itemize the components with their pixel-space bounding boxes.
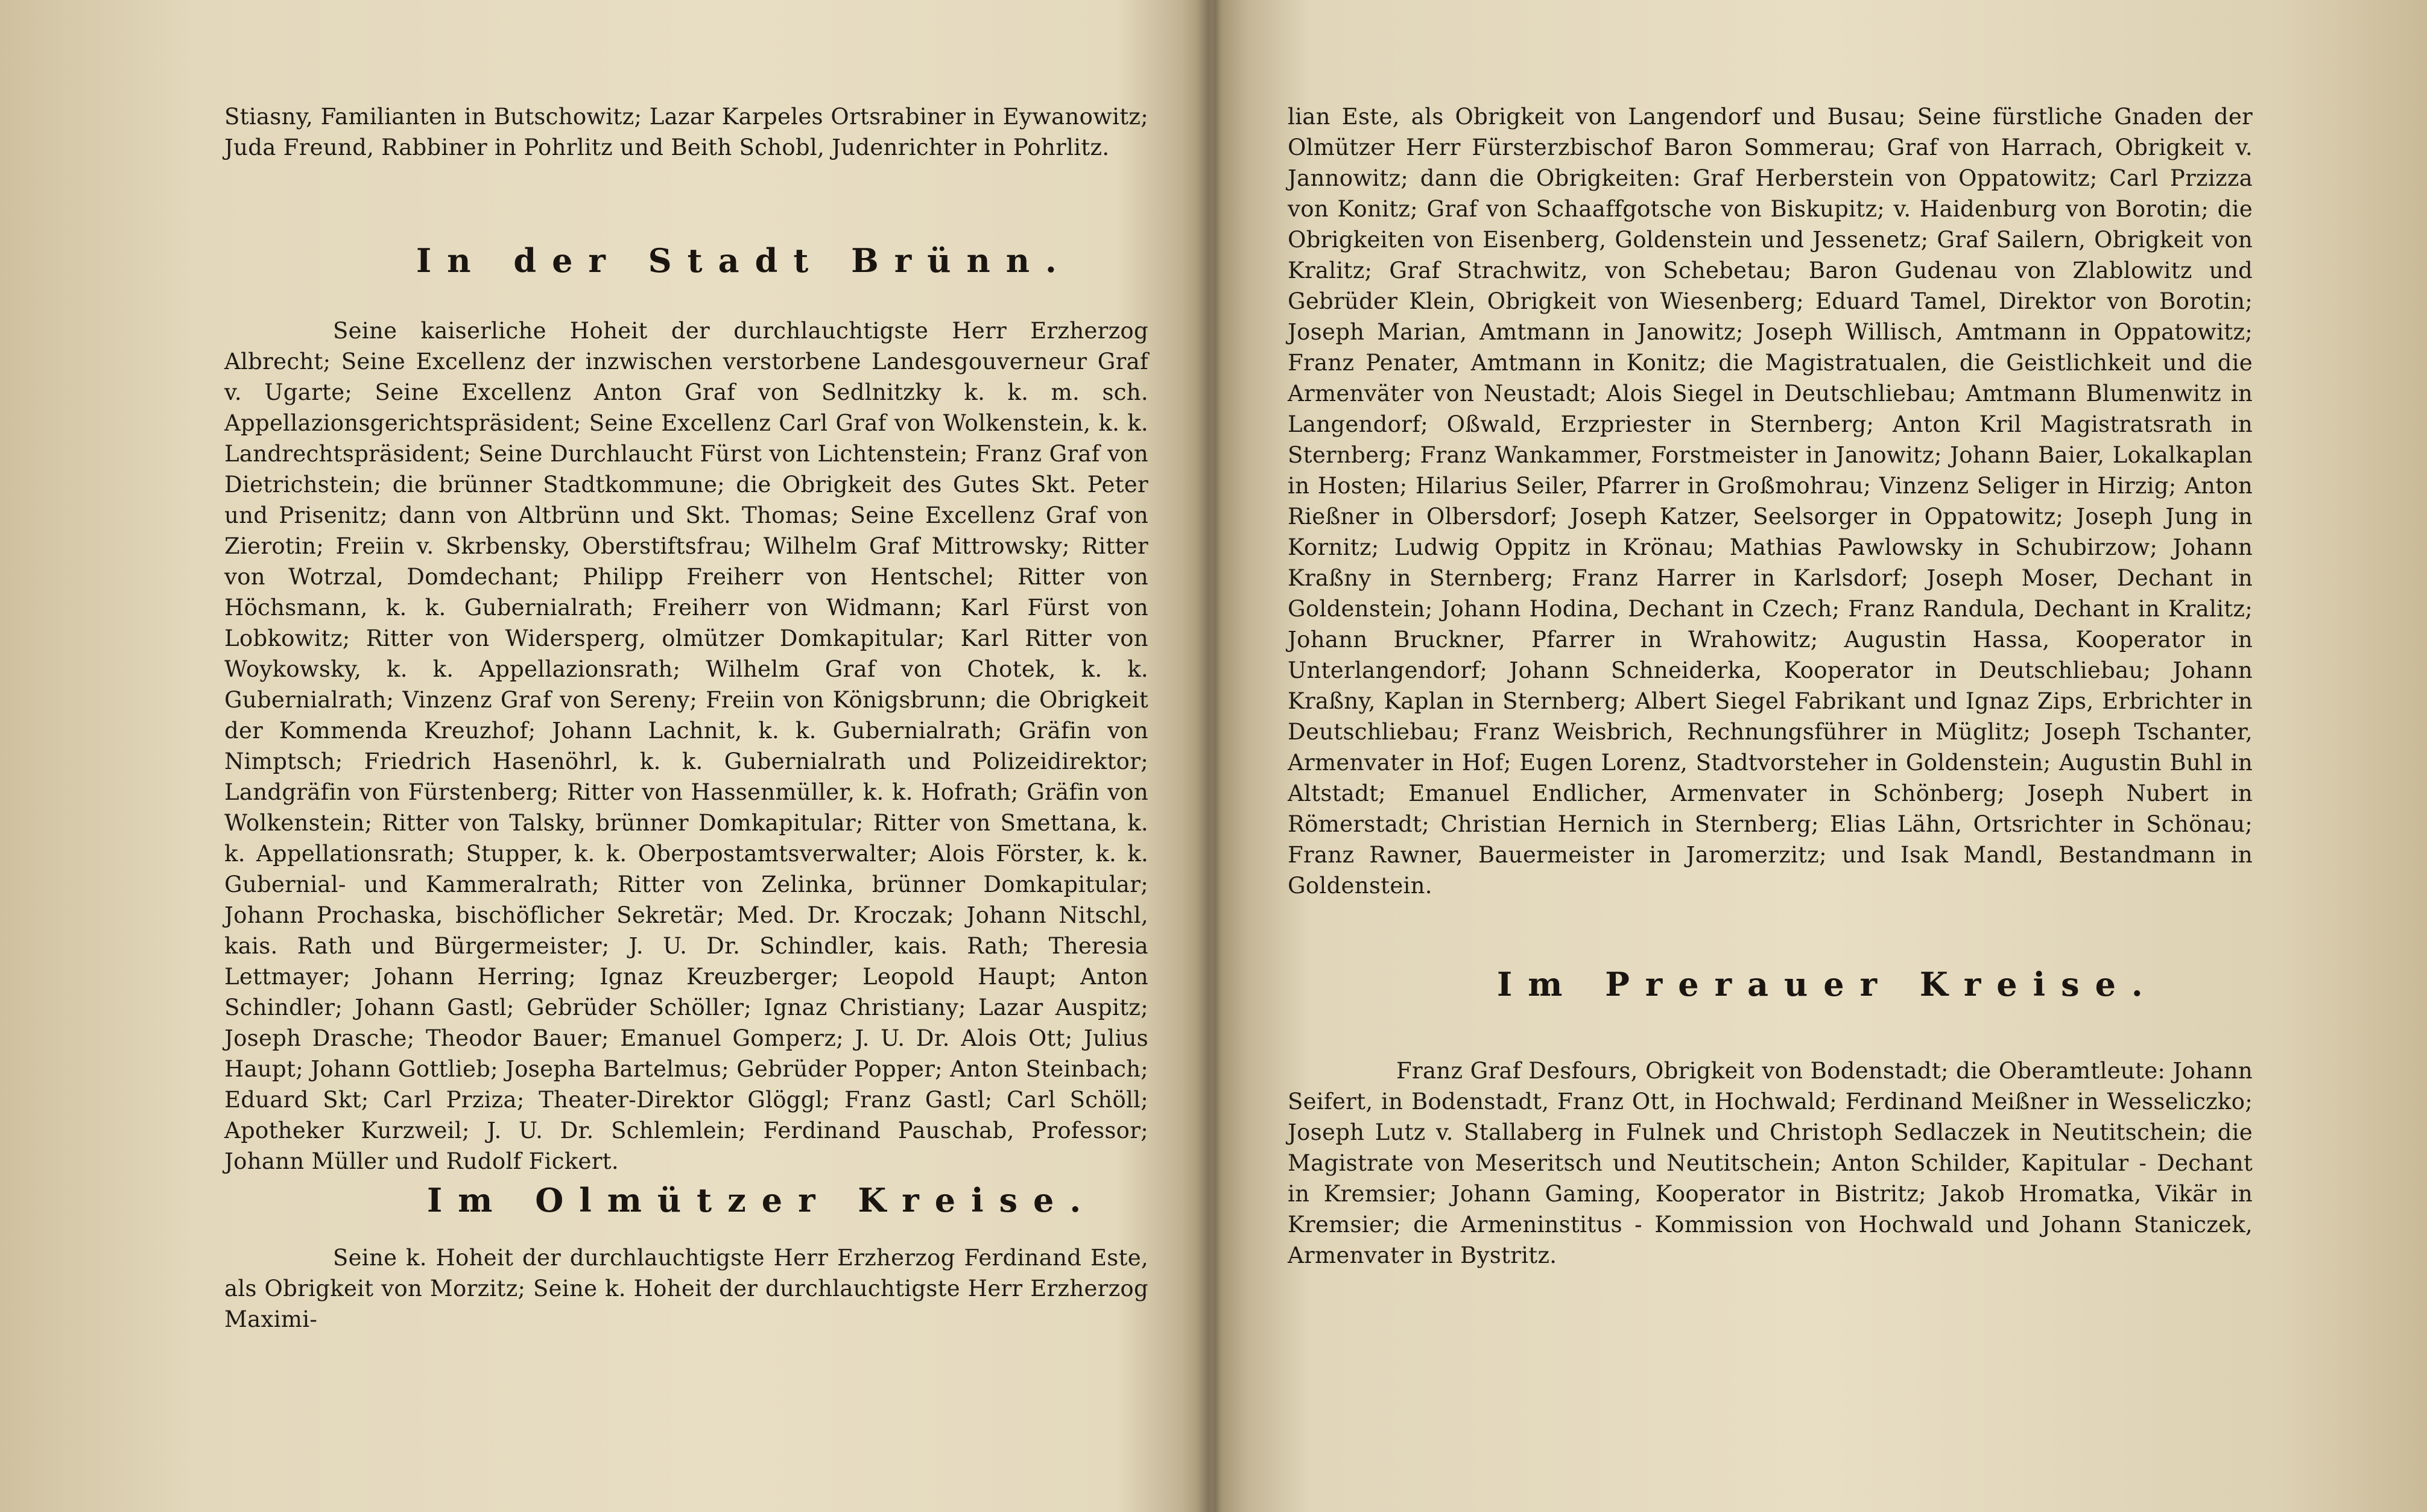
heading-brunn: In der Stadt Brünn. xyxy=(416,241,1072,280)
right-top-paragraph: lian Este, als Obrigkeit von Langendorf und Busau; Seine fürstliche Gnaden der Olmützer Herr Fürsterzbischof Baron Sommerau; Graf von Harrach, Obrigkeit v. Jannowitz; dann die Obrigkeiten: Graf Herberstein von Oppatowitz; Carl Przizza von Konitz; Graf von Schaaffgotsche von Biskupitz; v. Haidenburg von Borotin; die Obrigkeiten von Eisenberg, Goldenstein und Jessenetz; Graf Sailern, Obrigkeit von Kralitz; Graf Strachwitz, von Schebetau; Baron Gudenau von Zlablowitz und Gebrüder Klein, Obrigkeit von Wiesenberg; Eduard Tamel, Direktor von Borotin; Joseph Marian, Amtmann in Janowitz; Joseph Willisch, Amtmann in Oppatowitz; Franz Penater, Amtmann in Konitz; die Magistratualen, die Geistlichkeit und die Armenväter von Neustadt; Alois Siegel in Deutschliebau; Amtmann Blumenwitz in Langendorf; Oßwald, Erzpriester in Sternberg; Anton Kril Magistratsrath in Sternberg; Franz Wankammer, Forstmeister in Janowitz; Johann Baier, Lokalkaplan in Hosten; Hilarius Seiler, Pfarrer in Großmohrau; Vinzenz Seliger in Hirzig; Anton Rießner in Olbersdorf; Joseph Katzer, Seelsorger in Oppatowitz; Joseph Jung in Kornitz; Ludwig Oppitz in Krönau; Mathias Pawlowsky in Schubirzow; Johann Kraßny in Sternberg; Franz Harrer in Karlsdorf; Joseph Moser, Dechant in Goldenstein; Johann Hodina, Dechant in Czech; Franz Randula, Dechant in Kralitz; Johann Bruckner, Pfarrer in Wrahowitz; Augustin Hassa, Kooperator in Unterlangendorf; Johann Schneiderka, Kooperator in Deutschliebau; Johann Kraßny, Kaplan in Sternberg; Albert Siegel Fabrikant und Ignaz Zips, Erbrichter in Deutschliebau; Franz Weisbrich, Rechnungsführer in Müglitz; Joseph Tschanter, Armenvater in Hof; Eugen Lorenz, Stadtvorsteher in Goldenstein; Augustin Buhl in Altstadt; Emanuel Endlicher, Armenvater in Schönberg; Joseph Nubert in Römerstadt; Christian Hernich in Sternberg; Elias Lähn, Ortsrichter in Schönau; Franz Rawner, Bauermeister in Jaromerzitz; und Isak Mandl, Bestandmann in Goldenstein. xyxy=(1288,104,2253,899)
right-page xyxy=(1230,0,2427,1512)
right-top-paragraph-block xyxy=(1288,101,2253,901)
olmutz-paragraph-block xyxy=(224,1242,1148,1335)
left-top-paragraph-block xyxy=(224,101,1148,163)
prerau-paragraph: Franz Graf Desfours, Obrigkeit von Bodenstadt; die Oberamtleute: Johann Seifert, in Bodenstadt, Franz Ott, in Hochwald; Ferdinand Meißner in Wesseliczko; Joseph Lutz v. Stallaberg in Fulnek und Christoph Sedlaczek in Neutitschein; die Magistrate von Meseritsch und Neutitschein; Anton Schilder, Kapitular - Dechant in Kremsier; Johann Gaming, Kooperator in Bistritz; Jakob Hromatka, Vikär in Kremsier; die Armeninstitus - Kommission von Hochwald und Johann Staniczek, Armenvater in Bystritz. xyxy=(1288,1058,2253,1268)
brunn-paragraph-block xyxy=(224,315,1148,1177)
left-page xyxy=(0,0,1206,1512)
olmutz-paragraph: Seine k. Hoheit der durchlauchtigste Herr Erzherzog Ferdinand Este, als Obrigkeit von Morzitz; Seine k. Hoheit der durchlauchtigste Herr Erzherzog Maximi- xyxy=(224,1245,1148,1332)
brunn-paragraph: Seine kaiserliche Hoheit der durchlauchtigste Herr Erzherzog Albrecht; Seine Excellenz der inzwischen verstorbene Landesgouverneur Graf v. Ugarte; Seine Excellenz Anton Graf von Sedlnitzky k. k. m. sch. Appellazionsgerichtspräsident; Seine Excellenz Carl Graf von Wolkenstein, k. k. Landrechtspräsident; Seine Durchlaucht Fürst von Lichtenstein; Franz Graf von Dietrichstein; die brünner Stadtkommune; die Obrigkeit des Gutes Skt. Peter und Prisenitz; dann von Altbrünn und Skt. Thomas; Seine Excellenz Graf von Zierotin; Freiin v. Skrbensky, Oberstiftsfrau; Wilhelm Graf Mittrowsky; Ritter von Wotrzal, Domdechant; Philipp Freiherr von Hentschel; Ritter von Höchsmann, k. k. Gubernialrath; Freiherr von Widmann; Karl Fürst von Lobkowitz; Ritter von Widersperg, olmützer Domkapitular; Karl Ritter von Woykowsky, k. k. Appellazionsrath; Wilhelm Graf von Chotek, k. k. Gubernialrath; Vinzenz Graf von Sereny; Freiin von Königsbrunn; die Obrigkeit der Kommenda Kreuzhof; Johann Lachnit, k. k. Gubernialrath; Gräfin von Nimptsch; Friedrich Hasenöhrl, k. k. Gubernialrath und Polizeidirektor; Landgräfin von Fürstenberg; Ritter von Hassenmüller, k. k. Hofrath; Gräfin von Wolkenstein; Ritter von Talsky, brünner Domkapitular; Ritter von Smettana, k. k. Appellationsrath; Stupper, k. k. Oberpostamtsverwalter; Alois Förster, k. k. Gubernial- und Kammeralrath; Ritter von Zelinka, brünner Domkapitular; Johann Prochaska, bischöflicher Sekretär; Med. Dr. Kroczak; Johann Nitschl, kais. Rath und Bürgermeister; J. U. Dr. Schindler, kais. Rath; Theresia Lettmayer; Johann Herring; Ignaz Kreuzberger; Leopold Haupt; Anton Schindler; Johann Gastl; Gebrüder Schöller; Ignaz Christiany; Lazar Auspitz; Joseph Drasche; Theodor Bauer; Emanuel Gomperz; J. U. Dr. Alois Ott; Julius Haupt; Johann Gottlieb; Josepha Bartelmus; Gebrüder Popper; Anton Steinbach; Eduard Skt; Carl Prziza; Theater-Direktor Glöggl; Franz Gastl; Carl Schöll; Apotheker Kurzweil; J. U. Dr. Schlemlein; Ferdinand Pauschab, Professor; Johann Müller und Rudolf Fickert. xyxy=(224,318,1148,1174)
heading-olmutz: Im Olmützer Kreise. xyxy=(427,1181,1097,1219)
left-top-paragraph: Stiasny, Familianten in Butschowitz; Lazar Karpeles Ortsrabiner in Eywanowitz; Juda Freund, Rabbiner in Pohrlitz und Beith Schobl, Judenrichter in Pohrlitz. xyxy=(224,104,1148,160)
prerau-paragraph-block xyxy=(1288,1055,2253,1271)
heading-prerau: Im Prerauer Kreise. xyxy=(1497,965,2159,1004)
